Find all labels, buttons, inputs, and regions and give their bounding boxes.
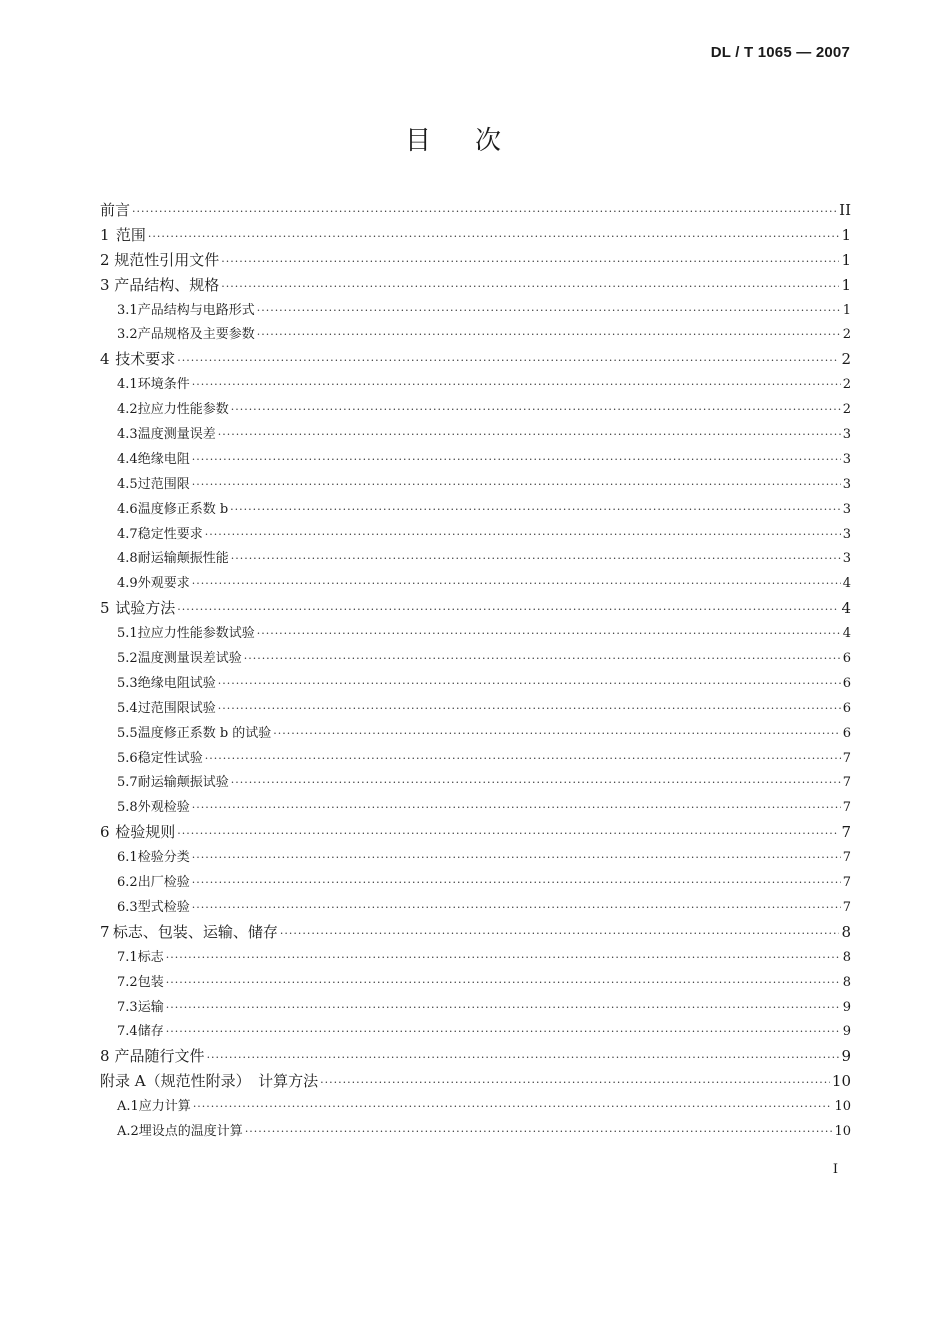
toc-leader-dots: [192, 801, 841, 814]
toc-entry-page: 7: [841, 823, 851, 842]
toc-entry-label: 检验分类: [137, 850, 190, 866]
toc-leader-dots: [221, 255, 839, 268]
toc-leader-dots: [320, 1076, 830, 1089]
toc-entry-page: 3: [842, 476, 851, 492]
toc-entry-page: 1: [841, 275, 851, 294]
toc-entry-label: 绝缘电阻试验: [137, 675, 216, 691]
toc-entry-number: 4.4: [117, 451, 138, 467]
toc-entry-label: 产品结构、规格: [114, 275, 220, 294]
toc-entry-number: 5.6: [117, 750, 138, 766]
toc-leader-dots: [205, 752, 841, 765]
toc-entry-page: 3: [842, 526, 851, 542]
toc-entry-label: 型式检验: [137, 899, 190, 915]
toc-entry[interactable]: [100, 1045, 851, 1070]
document-code: DL / T 1065 — 2007: [710, 44, 850, 61]
toc-entry-label: 稳定性试验: [137, 750, 203, 766]
toc-entry-label: 试验方法: [115, 599, 176, 618]
toc-entry-label: 产品规格及主要参数: [137, 327, 255, 343]
toc-entry-number: 3.1: [117, 302, 138, 318]
toc-entry-number: 4: [100, 350, 110, 369]
toc-entry-number: 7.4: [117, 1024, 138, 1040]
toc-leader-dots: [166, 1025, 841, 1038]
toc-leader-dots: [192, 577, 841, 590]
toc-entry[interactable]: [100, 498, 851, 523]
toc-entry-label: 温度测量误差试验: [137, 651, 242, 667]
page-title: 目次: [404, 126, 545, 156]
toc-entry[interactable]: [100, 423, 851, 448]
toc-leader-dots: [177, 354, 839, 367]
toc-entry-page: 2: [842, 402, 851, 418]
toc-entry-number: 5.4: [117, 700, 138, 716]
toc-entry[interactable]: [100, 199, 851, 224]
toc-entry-page: 7: [842, 850, 851, 866]
toc-entry-page: 7: [842, 750, 851, 766]
toc-entry-page: 6: [842, 675, 851, 691]
toc-entry[interactable]: [100, 647, 851, 672]
toc-leader-dots: [177, 827, 839, 840]
toc-entry-label: 规范性引用文件: [114, 250, 220, 269]
toc-entry-page: 7: [842, 875, 851, 891]
toc-entry[interactable]: [100, 597, 851, 622]
toc-entry-page: 10: [834, 1099, 851, 1115]
toc-entry[interactable]: [100, 697, 851, 722]
toc-entry-number: 4.6: [117, 501, 138, 517]
toc-leader-dots: [221, 280, 839, 293]
toc-entry-label: 过范围限试验: [137, 700, 216, 716]
toc-entry-page: 3: [842, 427, 851, 443]
toc-entry[interactable]: [100, 274, 851, 299]
toc-entry-label: 温度修正系数 b: [137, 501, 229, 517]
toc-entry-page: 7: [842, 800, 851, 816]
toc-entry-label: 检验规则: [115, 823, 176, 842]
toc-entry-label: 绝缘电阻: [137, 451, 190, 467]
toc-entry[interactable]: [100, 299, 851, 324]
toc-leader-dots: [192, 901, 841, 914]
toc-entry-number: 4.5: [117, 476, 138, 492]
toc-leader-dots: [218, 702, 841, 715]
toc-entry[interactable]: [100, 946, 851, 971]
toc-leader-dots: [231, 552, 841, 565]
toc-entry-number: 5.7: [117, 775, 138, 791]
toc-leader-dots: [166, 976, 841, 989]
toc-entry-label: 拉应力性能参数: [137, 402, 229, 418]
page-number: I: [832, 1162, 838, 1177]
toc-entry-number: 5.2: [117, 651, 138, 667]
toc-entry-page: 3: [842, 551, 851, 567]
toc-entry-number: 7.3: [117, 999, 138, 1015]
toc-entry-page: 9: [842, 1024, 851, 1040]
toc-entry-page: 8: [841, 922, 851, 941]
toc-entry-number: 8: [100, 1047, 110, 1066]
toc-leader-dots: [166, 951, 841, 964]
toc-leader-dots: [192, 876, 841, 889]
toc-entry-page: 1: [842, 302, 851, 318]
toc-entry-label: 埋设点的温度计算: [138, 1123, 243, 1139]
toc-entry[interactable]: [100, 871, 851, 896]
toc-entry-label: 耐运输颠振性能: [137, 551, 229, 567]
toc-leader-dots: [231, 776, 841, 789]
toc-entry-label: 过范围限: [137, 476, 190, 492]
toc-entry-label: 产品结构与电路形式: [137, 302, 255, 318]
toc-leader-dots: [205, 528, 841, 541]
toc-entry-page: 3: [842, 501, 851, 517]
toc-entry[interactable]: [100, 722, 851, 747]
toc-entry-number: 5: [100, 599, 110, 618]
toc-entry-number: 6.2: [117, 875, 138, 891]
toc-leader-dots: [218, 677, 841, 690]
table-of-contents: [100, 199, 851, 1145]
toc-entry-number: 6.1: [117, 850, 138, 866]
toc-leader-dots: [207, 1051, 840, 1064]
toc-entry-label: 应力计算: [138, 1099, 191, 1115]
toc-entry-label: 温度修正系数 b 的试验: [137, 725, 272, 741]
toc-entry-page: 4: [842, 626, 851, 642]
toc-entry-page: 10: [831, 1072, 851, 1091]
toc-entry[interactable]: [100, 1095, 851, 1120]
toc-entry-number: 5.3: [117, 675, 138, 691]
toc-entry[interactable]: [100, 572, 851, 597]
toc-leader-dots: [166, 1001, 841, 1014]
toc-entry-label: 运输: [137, 999, 164, 1015]
toc-entry[interactable]: [100, 473, 851, 498]
toc-entry[interactable]: [100, 672, 851, 697]
toc-leader-dots: [244, 652, 841, 665]
toc-entry-page: 1: [841, 225, 851, 244]
toc-entry[interactable]: [100, 1020, 851, 1045]
toc-entry-number: 7.2: [117, 974, 138, 990]
toc-leader-dots: [148, 230, 840, 243]
toc-entry-page: 4: [841, 599, 851, 618]
toc-entry-label: 范围: [115, 225, 146, 244]
toc-entry-number: 5.1: [117, 626, 138, 642]
toc-entry-number: 4.2: [117, 402, 138, 418]
toc-entry[interactable]: [100, 796, 851, 821]
toc-entry-label: 耐运输颠振试验: [137, 775, 229, 791]
toc-leader-dots: [192, 378, 841, 391]
toc-leader-dots: [132, 205, 837, 218]
toc-entry-number: A.1: [117, 1099, 139, 1115]
toc-entry-page: 9: [842, 999, 851, 1015]
toc-entry[interactable]: [100, 971, 851, 996]
toc-entry[interactable]: [100, 523, 851, 548]
toc-entry[interactable]: [100, 249, 851, 274]
toc-entry-page: 1: [841, 250, 851, 269]
toc-leader-dots: [192, 453, 841, 466]
toc-leader-dots: [192, 851, 841, 864]
toc-entry-page: 2: [841, 350, 851, 369]
toc-entry-label: 技术要求: [115, 350, 176, 369]
toc-entry[interactable]: [100, 348, 851, 373]
toc-entry-number: 4.1: [117, 377, 138, 393]
toc-leader-dots: [192, 478, 841, 491]
toc-entry[interactable]: [100, 747, 851, 772]
toc-entry-page: 10: [834, 1123, 851, 1139]
toc-entry-label: 出厂检验: [137, 875, 190, 891]
toc-entry-label: 储存: [137, 1024, 164, 1040]
toc-entry-number: 2: [100, 250, 110, 269]
toc-entry[interactable]: [100, 373, 851, 398]
toc-entry[interactable]: [100, 547, 851, 572]
toc-entry-page: 8: [842, 949, 851, 965]
toc-entry-label: 附录 A（规范性附录） 计算方法: [100, 1072, 319, 1091]
toc-entry-label: 温度测量误差: [137, 427, 216, 443]
toc-entry-number: 4.9: [117, 576, 138, 592]
toc-entry-page: 6: [842, 700, 851, 716]
toc-entry-label: 标志: [137, 949, 164, 965]
toc-entry[interactable]: [100, 771, 851, 796]
toc-entry-number: 4.3: [117, 427, 138, 443]
toc-entry-number: 7: [100, 922, 110, 941]
toc-entry-number: 4.8: [117, 551, 138, 567]
toc-entry-label: 拉应力性能参数试验: [137, 626, 255, 642]
toc-leader-dots: [257, 328, 841, 341]
toc-entry[interactable]: [100, 224, 851, 249]
toc-leader-dots: [245, 1125, 833, 1138]
toc-entry[interactable]: [100, 996, 851, 1021]
toc-entry-label: 外观检验: [137, 800, 190, 816]
toc-entry[interactable]: [100, 1120, 851, 1145]
toc-entry-label: 包装: [137, 974, 164, 990]
toc-entry-number: 3: [100, 275, 110, 294]
toc-entry-page: 9: [841, 1047, 851, 1066]
toc-entry[interactable]: [100, 821, 851, 846]
toc-entry-page: 3: [842, 451, 851, 467]
toc-entry-page: 8: [842, 974, 851, 990]
toc-entry-page: 4: [842, 576, 851, 592]
toc-leader-dots: [257, 304, 841, 317]
toc-entry[interactable]: [100, 896, 851, 921]
toc-leader-dots: [177, 603, 839, 616]
toc-entry-page: 6: [842, 725, 851, 741]
toc-entry[interactable]: [100, 1070, 851, 1095]
toc-leader-dots: [230, 503, 841, 516]
toc-entry-number: 6.3: [117, 899, 138, 915]
toc-entry-number: 6: [100, 823, 110, 842]
toc-entry-page: 7: [842, 775, 851, 791]
toc-entry-page: 6: [842, 651, 851, 667]
toc-leader-dots: [231, 403, 841, 416]
toc-entry[interactable]: [100, 323, 851, 348]
toc-entry-page: II: [839, 201, 851, 219]
toc-entry-number: 3.2: [117, 327, 138, 343]
toc-entry-page: 2: [842, 377, 851, 393]
toc-entry[interactable]: [100, 622, 851, 647]
toc-entry-number: 4.7: [117, 526, 138, 542]
toc-entry-label: 外观要求: [137, 576, 190, 592]
toc-entry-label: 标志、包装、运输、储存: [112, 922, 278, 941]
toc-entry-number: 5.5: [117, 725, 138, 741]
toc-entry[interactable]: [100, 846, 851, 871]
toc-entry-label: 稳定性要求: [137, 526, 203, 542]
toc-leader-dots: [193, 1100, 833, 1113]
toc-entry[interactable]: [100, 921, 851, 946]
toc-entry-number: 5.8: [117, 800, 138, 816]
toc-entry-label: 前言: [100, 201, 131, 219]
toc-entry[interactable]: [100, 398, 851, 423]
toc-entry-page: 2: [842, 327, 851, 343]
toc-entry-number: 7.1: [117, 949, 138, 965]
toc-entry-page: 7: [842, 899, 851, 915]
toc-entry[interactable]: [100, 448, 851, 473]
toc-leader-dots: [280, 927, 840, 940]
toc-entry-number: A.2: [117, 1123, 139, 1139]
toc-entry-label: 环境条件: [137, 377, 190, 393]
toc-leader-dots: [273, 727, 840, 740]
toc-leader-dots: [218, 428, 841, 441]
toc-entry-number: 1: [100, 225, 110, 244]
toc-leader-dots: [257, 627, 841, 640]
toc-entry-label: 产品随行文件: [114, 1047, 205, 1066]
